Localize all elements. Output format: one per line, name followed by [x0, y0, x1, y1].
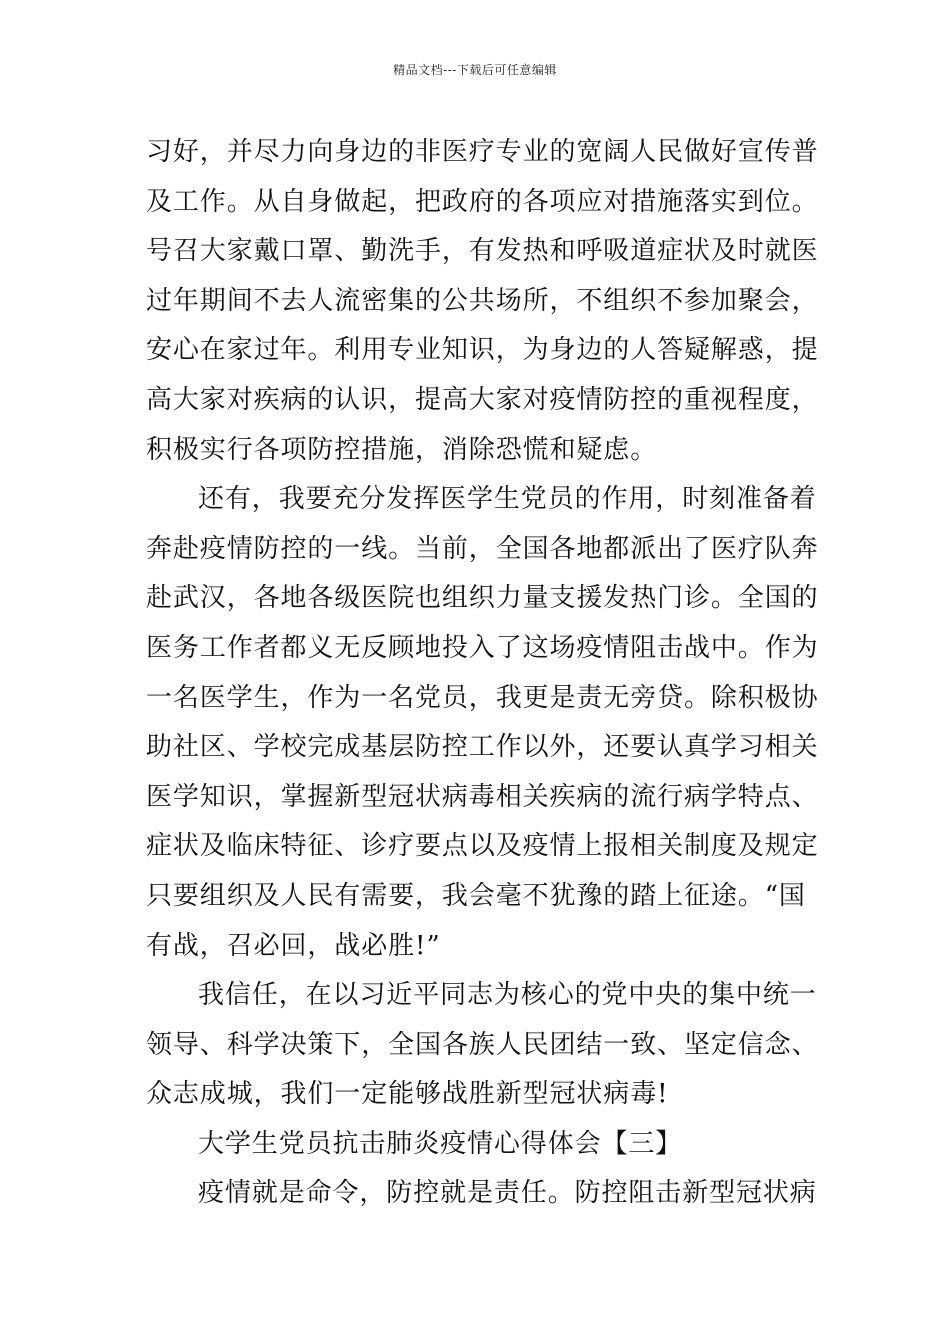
- text-line: 安心在家过年。利用专业知识，为身边的人答疑解惑，提: [146, 335, 819, 366]
- text-line: 过年期间不去人流密集的公共场所，不组织不参加聚会，: [146, 285, 819, 316]
- text-line: 赴武汉，各地各级医院也组织力量支援发热门诊。全国的: [146, 583, 819, 614]
- document-body: [146, 128, 826, 1219]
- page-header: 精品文档---下载后可任意编辑: [393, 63, 557, 77]
- text-line: 及工作。从自身做起，把政府的各项应对措施落实到位。: [146, 186, 819, 217]
- text-line: 领导、科学决策下，全国各族人民团结一致、坚定信念、: [146, 1029, 819, 1060]
- text-line: 高大家对疾病的认识，提高大家对疫情防控的重视程度，: [146, 384, 819, 415]
- text-line: 积极实行各项防控措施，消除恐慌和疑虑。: [146, 434, 658, 465]
- text-line: 奔赴疫情防控的一线。当前，全国各地都派出了医疗队奔: [146, 533, 819, 564]
- text-line: 还有，我要充分发挥医学生党员的作用，时刻准备着: [198, 484, 817, 515]
- text-line: 我信任，在以习近平同志为核心的党中央的集中统一: [198, 980, 817, 1011]
- text-line: 众志成城，我们一定能够战胜新型冠状病毒!: [146, 1079, 669, 1110]
- text-line: 症状及临床特征、诊疗要点以及疫情上报相关制度及规定: [146, 831, 819, 862]
- text-line: 一名医学生，作为一名党员，我更是责无旁贷。除积极协: [146, 682, 819, 713]
- text-line: 大学生党员抗击肺炎疫情心得体会【三】: [198, 1128, 683, 1159]
- text-line: 疫情就是命令，防控就是责任。防控阻击新型冠状病: [198, 1178, 817, 1209]
- text-line: 有战，召必回，战必胜!”: [146, 930, 441, 961]
- text-line: 医务工作者都义无反顾地投入了这场疫情阻击战中。作为: [146, 632, 819, 663]
- text-line: 只要组织及人民有需要，我会毫不犹豫的踏上征途。“国: [146, 880, 806, 911]
- text-line: 习好，并尽力向身边的非医疗专业的宽阔人民做好宣传普: [146, 137, 819, 167]
- text-line: 医学知识，掌握新型冠状病毒相关疾病的流行病学特点、: [146, 781, 819, 812]
- text-line: 助社区、学校完成基层防控工作以外，还要认真学习相关: [146, 732, 819, 763]
- text-line: 号召大家戴口罩、勤洗手，有发热和呼吸道症状及时就医: [146, 236, 819, 267]
